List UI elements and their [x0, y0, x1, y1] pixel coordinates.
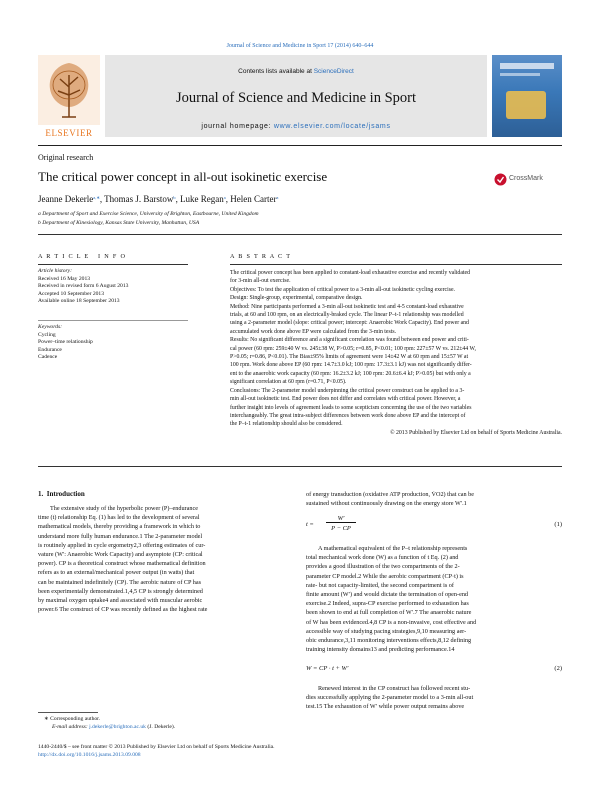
- abstract-body: [230, 269, 562, 437]
- intro-line: dies successfully applying the 2-parameter model to a 3-min all-out: [306, 694, 474, 702]
- elsevier-tree-icon: [38, 55, 100, 125]
- author-name: Jeanne Dekerle: [38, 194, 94, 204]
- eq1-number: (1): [554, 521, 562, 528]
- abstract-line: accumulated work done above EP were calculated from the 3-min tests.: [230, 328, 397, 335]
- abstract-line: Results: No significant difference and a significant correlation was found between end power and criti-: [230, 337, 469, 344]
- abstract-line: 100 rpm. Work done above EP (60 rpm: 14.7±3.0 kJ; 100 rpm: 17.3±3.1 kJ) was not significantly differ-: [230, 362, 472, 369]
- abstract-bottom-rule: [38, 466, 562, 467]
- abstract-line: significant correlation at 60 rpm (r=0.71, P<0.05).: [230, 379, 347, 386]
- equation-1: [306, 515, 562, 537]
- intro-line: can be maintained indefinitely (CP). The aerobic nature of CP has: [38, 578, 202, 586]
- email-label: E-mail address:: [52, 724, 88, 730]
- intro-right-column-c: [306, 684, 562, 712]
- intro-line: The extensive study of the hyperbolic power (P)–endurance: [50, 505, 198, 512]
- journal-title: Journal of Science and Medicine in Sport: [176, 90, 416, 106]
- intro-line: understand more fully human endurance.1 The 2-parameter model: [38, 532, 203, 540]
- contents-prefix: Contents lists available at: [238, 68, 312, 75]
- keyword: Cadence: [38, 354, 58, 361]
- homepage-link[interactable]: www.elsevier.com/locate/jsams: [273, 123, 391, 130]
- intro-line: refers as to an external/mechanical power output (in watts) that: [38, 569, 195, 577]
- intro-right-column-b: [306, 544, 562, 654]
- intro-line: total mechanical work done (W) as a function of t Eq. (2) and: [306, 554, 459, 562]
- email-link[interactable]: j.dekerle@brighton.ac.uk: [89, 724, 146, 730]
- article-info-heading: A R T I C L E I N F O: [38, 253, 127, 260]
- intro-line: been experimentally demonstrated.1,4,5 CP is strongly determined: [38, 587, 203, 595]
- affiliation-rule: [38, 234, 562, 235]
- running-header[interactable]: Journal of Science and Medicine in Sport 17 (2014) 640–644: [226, 43, 374, 49]
- homepage-label: journal homepage:: [201, 123, 272, 130]
- author-separator: ,: [175, 194, 181, 204]
- author-name: Luke Regan: [180, 194, 224, 204]
- abstract-line: P>0.05; r=0.86, P<0.01). The Bias±95% limits of agreement were 14±42 W at 60 rpm and 15±57 W at: [230, 354, 469, 361]
- history-item: Available online 18 September 2013: [38, 298, 120, 305]
- contents-line: [105, 68, 487, 75]
- author-separator: ,: [99, 194, 105, 204]
- abstract-line: cal power (60 rpm: 259±40 W vs. 245±38 W, P>0.05; r=0.85, P<0.01; 100 rpm: 227±57 W vs. 212±44 W,: [230, 345, 476, 352]
- abstract-line: using a 2-parameter model (slope: critical power; intercept: Anaerobic Work Capacity). End power and: [230, 320, 469, 327]
- footnote-rule: [38, 712, 98, 713]
- crossmark-label: CrossMark: [509, 175, 543, 182]
- intro-left-column: [38, 504, 288, 614]
- abstract-line: for 3-min all-out exercise.: [230, 278, 291, 285]
- abstract-line: Method: Nine participants performed a 3-min all-out isokinetic test and 4-5 constant-load exhaustive: [230, 303, 464, 310]
- intro-line: exercise.2 Indeed, supra-CP exercise performed to exhaustion has: [306, 600, 469, 608]
- intro-line: training intensity domains13 and predicting performance.14: [306, 646, 455, 654]
- intro-line: of energy transduction (oxidative ATP production, V̇O2) that can be: [306, 491, 474, 498]
- header-rule: [38, 145, 562, 146]
- keyword: Cycling: [38, 332, 56, 338]
- equation-2: [306, 665, 562, 672]
- abstract-rule: [230, 264, 562, 265]
- corresponding-author-note: ∗ Corresponding author.: [44, 716, 101, 722]
- intro-line: obic endurance,3,11 monitoring interventions effects,8,12 defining: [306, 637, 472, 645]
- elsevier-logo: [38, 55, 100, 138]
- abstract-line: the P–t-1 relationship should also be considered.: [230, 421, 343, 428]
- crossmark-icon: [494, 173, 507, 186]
- intro-line: parameter CP model.2 While the aerobic compartment (CP·t) is: [306, 572, 464, 580]
- abstract-line: min all-out isokinetic test. End power does not differ and correlates with critical power. However, a: [230, 396, 461, 403]
- abstract-line: trials, at 60 and 100 rpm, on an electrically-braked cycle. The linear P–t-1 relationship was modelled: [230, 312, 464, 319]
- abstract-line: Conclusions: The 2-parameter model underpinning the critical power construct can be applied to a 3-: [230, 387, 465, 394]
- intro-line: rate- but not capacity-limited, the second compartment is of: [306, 581, 454, 589]
- intro-line: of W has been evidenced.4,8 CP is a non-invasive, cost effective and: [306, 618, 477, 626]
- intro-right-column-a: [306, 490, 562, 508]
- keywords-list: [38, 332, 93, 362]
- sciencedirect-link[interactable]: ScienceDirect: [313, 68, 354, 75]
- intro-line: time (t) relationship Eq. (1) has led to the development of several: [38, 514, 200, 522]
- doi-link[interactable]: http://dx.doi.org/10.1016/j.jsams.2013.09.008: [38, 752, 141, 758]
- abstract-line: Objectives: To test the application of critical power to a 3-min all-out isokinetic cycling exercise.: [230, 286, 456, 293]
- history-item: Received in revised form 6 August 2013: [38, 283, 129, 290]
- intro-line: sustained without continuously drawing on the energy store W′.1: [306, 500, 467, 508]
- abstract-line: Design: Single-group, experimental, comparative design.: [230, 295, 363, 302]
- intro-line: A mathematical equivalent of the P–t relationship represents: [318, 545, 468, 552]
- keywords-label: Keywords:: [38, 324, 63, 330]
- article-info-rule: [38, 264, 188, 265]
- eq2-expression: W = CP · t + W′: [306, 665, 349, 672]
- intro-line: mathematical models, thereby providing a framework in which to: [38, 523, 201, 531]
- affiliation-a: a Department of Sport and Exercise Science, University of Brighton, Eastbourne, United Kingdom: [38, 211, 259, 217]
- homepage-line: [105, 123, 487, 130]
- section-label: Original research: [38, 153, 94, 162]
- intro-line: is routinely applied in cycle ergometry2,3 offering estimates of cur-: [38, 541, 206, 549]
- abstract-line: ent to the anaerobic work capacity (60 rpm: 16.2±3.2 kJ; 100 rpm: 20.6±6.4 kJ; P>0.05) but with only a: [230, 370, 471, 377]
- intro-line: vature (W′: Anaerobic Work Capacity) and asymptote (CP: critical: [38, 551, 203, 559]
- eq1-numerator: W′: [326, 515, 356, 523]
- intro-line: been shown to end at full completion of W′.7 The anaerobic nature: [306, 609, 472, 617]
- history-item: Accepted 10 September 2013: [38, 290, 105, 297]
- issn-line: 1440-2440/$ – see front matter © 2013 Published by Elsevier Ltd on behalf of Sports Medicine Australia.: [38, 744, 275, 750]
- author-affiliation-marker[interactable]: b: [173, 195, 176, 200]
- intro-line: accessible way of studying pacing strategies,9,10 measuring aer-: [306, 627, 467, 635]
- history-label: Article history:: [38, 268, 73, 274]
- abstract-heading: A B S T R A C T: [230, 253, 292, 260]
- author-affiliation-marker[interactable]: a: [223, 195, 226, 200]
- intro-line: finite amount (W′) and would dictate the termination of open-end: [306, 591, 469, 599]
- author-list: [38, 194, 278, 204]
- keywords-rule: [38, 320, 188, 321]
- eq1-lhs: t =: [306, 521, 314, 528]
- abstract-line: The critical power concept has been applied to constant-load exhaustive exercise and recently validated: [230, 270, 470, 276]
- intro-line: provides a good illustration of the two compartments of the 2-: [306, 563, 460, 571]
- article-title: The critical power concept in all-out isokinetic exercise: [38, 169, 328, 184]
- intro-line: power.6 The construct of CP was recently defined as the highest rate: [38, 606, 208, 614]
- email-suffix: (J. Dekerle).: [147, 724, 176, 730]
- elsevier-wordmark: ELSEVIER: [45, 128, 93, 138]
- affiliation-b: b Department of Kinesiology, Kansas State University, Manhattan, USA: [38, 220, 200, 226]
- keyword: Power–time relationship: [38, 339, 93, 346]
- abstract-line: further insight into levels of agreement leads to some scepticism concerning the use of the two variables: [230, 404, 472, 411]
- eq1-denominator: P − CP: [331, 525, 351, 532]
- eq2-number: (2): [554, 665, 562, 672]
- intro-line: power). CP is a theoretical construct whose mathematical definition: [38, 560, 206, 568]
- abstract-line: interchangeably. The great intra-subject differences between work done above EP and the intercept of: [230, 412, 466, 419]
- abstract-copyright: © 2013 Published by Elsevier Ltd on behalf of Sports Medicine Australia.: [390, 429, 562, 436]
- email-note: [52, 724, 175, 731]
- author-name: Helen Carter: [230, 194, 277, 204]
- keyword: Endurance: [38, 346, 62, 353]
- history-list: [38, 276, 128, 306]
- journal-cover-image: [492, 55, 562, 137]
- intro-line: test.15 The exhaustion of W′ while power output remains above: [306, 703, 465, 711]
- intro-heading: 1. Introduction: [38, 490, 85, 498]
- intro-line: by maximal oxygen uptake4 and associated with muscular aerobic: [38, 597, 203, 605]
- intro-line: Renewed interest in the CP construct has followed recent stu-: [318, 685, 471, 692]
- history-item: Received 16 May 2013: [38, 276, 91, 282]
- crossmark-badge[interactable]: [494, 173, 554, 187]
- author-affiliation-marker[interactable]: a,∗: [93, 195, 100, 200]
- author-name: Thomas J. Barstow: [104, 194, 174, 204]
- author-affiliation-marker[interactable]: a: [276, 195, 279, 200]
- author-separator: ,: [225, 194, 231, 204]
